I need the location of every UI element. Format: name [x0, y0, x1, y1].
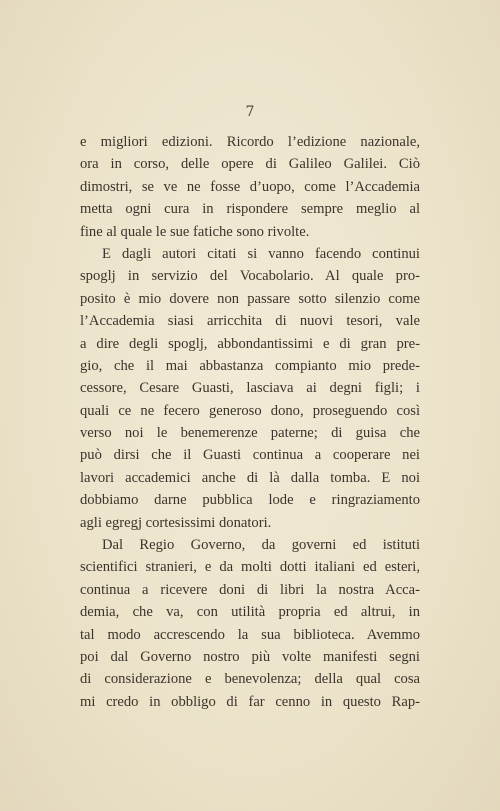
- text-line: fine al quale le sue fatiche sono rivolte.: [80, 223, 310, 240]
- text-line: dimostri, se ve ne fosse d’uopo, come l’Accademia: [80, 178, 420, 195]
- text-line: E dagli autori citati si vanno facendo continui: [102, 245, 420, 262]
- text-line: ora in corso, delle opere di Galileo Galilei. Ciò: [80, 156, 420, 173]
- text-line: demia, che va, con utilità propria ed altrui, in: [80, 604, 420, 621]
- text-line: posito è mio dovere non passare sotto silenzio come: [80, 290, 420, 307]
- paragraph-1: [80, 131, 420, 243]
- text-line: metta ogni cura in rispondere sempre meglio al: [80, 201, 420, 218]
- text-line: agli egregj cortesissimi donatori.: [80, 514, 272, 531]
- text-line: a dire degli spoglj, abbondantissimi e di gran pre-: [80, 335, 420, 352]
- text-line: cessore, Cesare Guasti, lasciava ai degni figli; i: [80, 380, 420, 397]
- body-text: [80, 131, 420, 713]
- text-line: verso noi le benemerenze paterne; di guisa che: [80, 425, 420, 442]
- text-line: scientifici stranieri, e da molti dotti italiani ed esteri,: [80, 559, 420, 576]
- page-number: 7: [245, 104, 255, 120]
- text-line: dobbiamo darne pubblica lode e ringraziamento: [80, 492, 420, 509]
- paragraph-3: [80, 534, 420, 713]
- text-line: di considerazione e benevolenza; della qual cosa: [80, 671, 420, 688]
- text-line: mi credo in obbligo di far cenno in questo Rap-: [80, 693, 420, 710]
- text-line: gio, che il mai abbastanza compianto mio prede-: [80, 357, 420, 374]
- text-line: Dal Regio Governo, da governi ed istituti: [102, 537, 420, 554]
- paragraph-2: [80, 243, 420, 534]
- text-line: lavori accademici anche di là dalla tomba. E noi: [80, 469, 420, 486]
- text-line: può dirsi che il Guasti continua a cooperare nei: [80, 447, 420, 464]
- text-line: tal modo accrescendo la sua biblioteca. Avemmo: [80, 626, 420, 643]
- text-line: e migliori edizioni. Ricordo l’edizione nazionale,: [80, 134, 420, 150]
- text-line: quali ce ne fecero generoso dono, proseguendo così: [80, 402, 420, 419]
- text-line: continua a ricevere doni di libri la nostra Acca-: [80, 581, 420, 598]
- text-line: l’Accademia siasi arricchita di nuovi tesori, vale: [80, 313, 420, 330]
- text-line: spoglj in servizio del Vocabolario. Al quale pro-: [80, 268, 420, 285]
- text-line: poi dal Governo nostro più volte manifesti segni: [80, 648, 420, 665]
